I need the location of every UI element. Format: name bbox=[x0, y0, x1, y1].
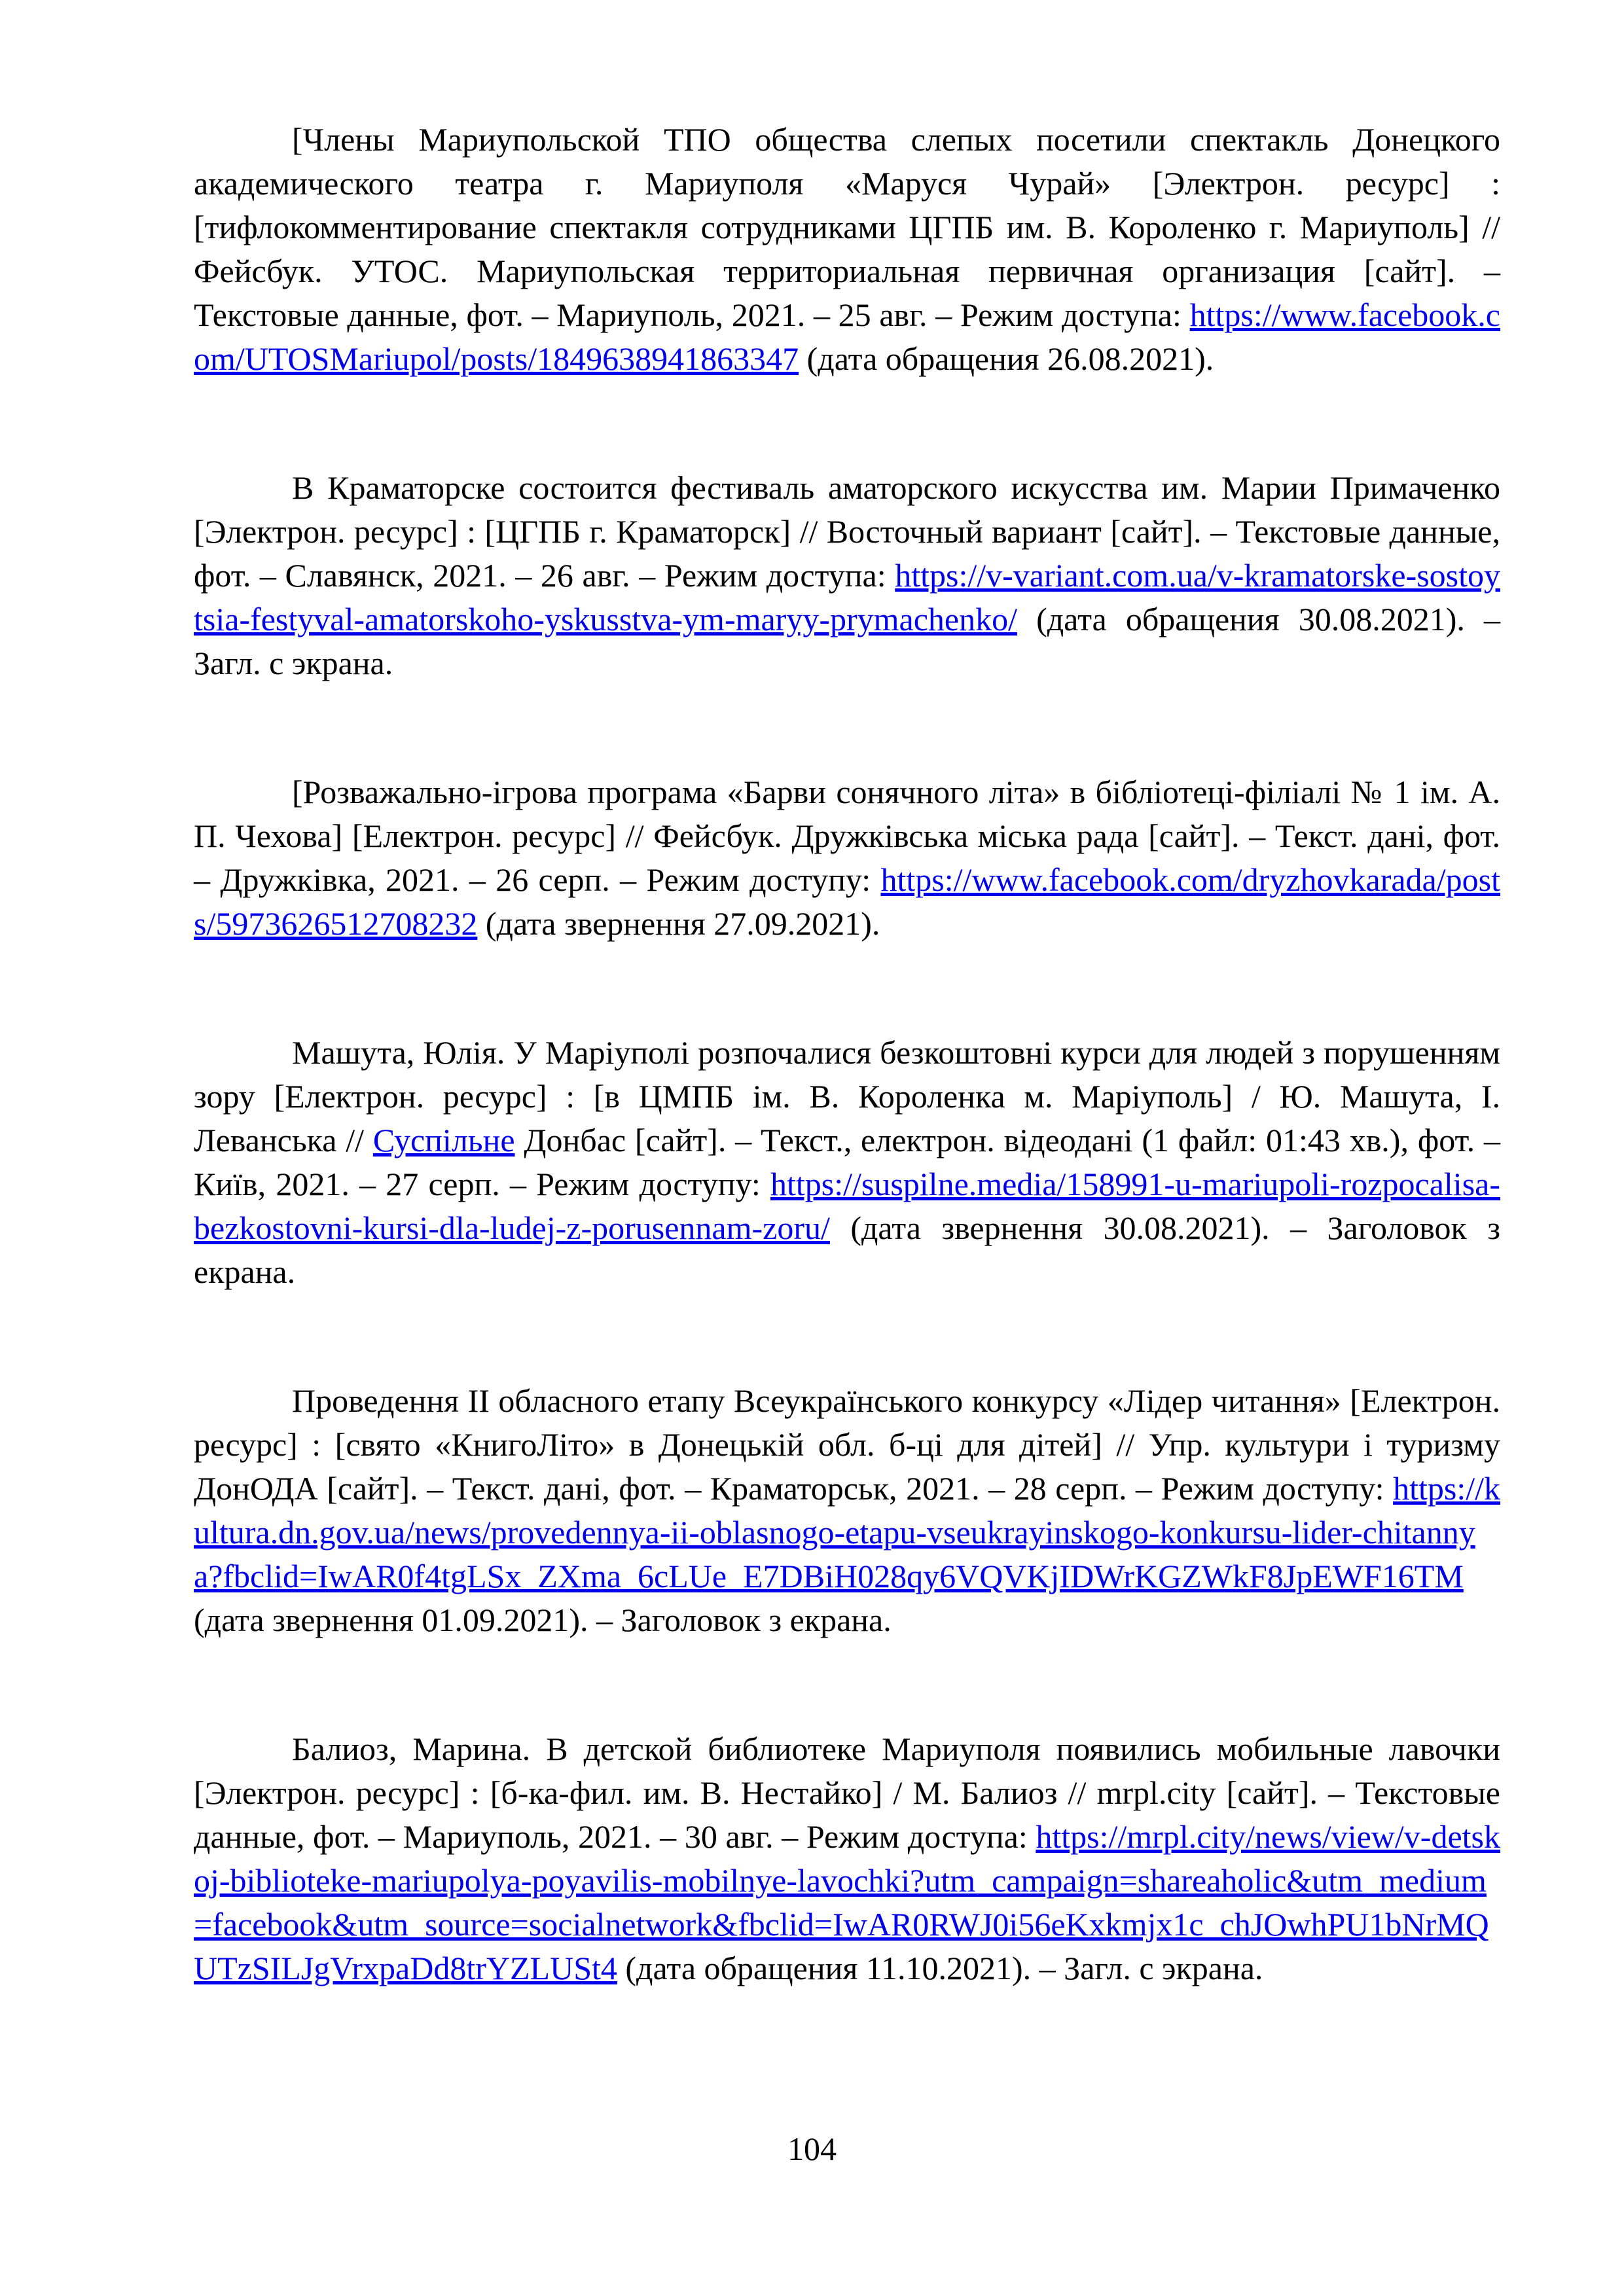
entry-link[interactable]: https://www.facebook.com/UTOSMariupol/posts/1849638941863347 bbox=[194, 296, 1500, 377]
entry-text: (дата звернення 27.09.2021). bbox=[477, 905, 880, 942]
entry-text: Донбас [сайт]. – Текст., електрон. відеодані (1 файл: 01:43 хв.), фот. – Київ, 2021. – 27 серп. – Режим доступу: bbox=[194, 1122, 1500, 1202]
entry-text: Машута, Юлія. У Маріуполі розпочалися безкоштовні курси для людей з порушенням зору [Електрон. ресурс] : [в ЦМПБ ім. В. Короленка м. Маріуполь] / Ю. Машута, І. Леванська // bbox=[194, 1034, 1500, 1158]
entry-text: Проведення II обласного етапу Всеукраїнського конкурсу «Лідер читання» [Електрон. ресурс] : [свято «КнигоЛіто» в Донецькій обл. б-ці для дітей] // Упр. культури і туризму ДонОДА [сайт]. – Текст. дані, фот. – Краматорськ, 2021. – 28 серп. – Режим доступу: bbox=[194, 1382, 1500, 1507]
page-number: 104 bbox=[787, 2130, 837, 2167]
bibliography-entry-1 bbox=[194, 118, 1500, 381]
bibliography-entry-3 bbox=[194, 770, 1500, 946]
entry-text: (дата звернення 01.09.2021). – Заголовок з екрана. bbox=[194, 1602, 892, 1638]
entry-text: [Члены Мариупольской ТПО общества слепых посетили спектакль Донецкого академического театра г. Мариуполя «Маруся Чурай» [Электрон. ресурс] : [тифлокомментирование спектакля сотрудниками ЦГПБ им. В. Короленко г. Мариуполь] // Фейсбук. УТОС. Мариупольская территориальная первичная организация [сайт]. – Текстовые данные, фот. – Мариуполь, 2021. – 25 авг. – Режим доступа: bbox=[194, 121, 1500, 333]
entry-text: (дата обращения 11.10.2021). – Загл. с экрана. bbox=[617, 1950, 1263, 1986]
bibliography-list bbox=[194, 118, 1500, 2075]
entry-text: Балиоз, Марина. В детской библиотеке Мариуполя появились мобильные лавочки [Электрон. ресурс] : [б-ка-фил. им. В. Нестайко] / М. Балиоз // mrpl.city [сайт]. – Текстовые данные, фот. – Мариуполь, 2021. – 30 авг. – Режим доступа: bbox=[194, 1731, 1500, 1855]
entry-text: В Краматорске состоится фестиваль аматорского искусства им. Марии Примаченко [Электрон. ресурс] : [ЦГПБ г. Краматорск] // Восточный вариант [сайт]. – Текстовые данные, фот. – Славянск, 2021. – 26 авг. – Режим доступа: bbox=[194, 469, 1500, 594]
bibliography-entry-4 bbox=[194, 1031, 1500, 1294]
entry-link[interactable]: https://v-variant.com.ua/v-kramatorske-sostoytsia-festyval-amatorskoho-yskusstva-ym-maryy-prymachenko/ bbox=[194, 557, 1500, 637]
bibliography-entry-6 bbox=[194, 1727, 1500, 1990]
entry-link[interactable]: https://suspilne.media/158991-u-mariupoli-rozpocalisa-bezkostovni-kursi-dla-ludej-z-porusennam-zoru/ bbox=[194, 1166, 1500, 1246]
bibliography-entry-2 bbox=[194, 466, 1500, 685]
entry-link[interactable]: https://kultura.dn.gov.ua/news/provedennya-ii-oblasnogo-etapu-vseukrayinskogo-konkursu-lider-chitannya?fbclid=IwAR0f4tgLSx_ZXma_6cLUe_E7DBiH028qy6VQVKjIDWrKGZWkF8JpEWF16TM bbox=[194, 1470, 1500, 1594]
entry-link[interactable]: https://mrpl.city/news/view/v-detskoj-biblioteke-mariupolya-poyavilis-mobilnye-lavochki?utm_campaign=shareaholic&utm_medium=facebook&utm_source=socialnetwork&fbclid=IwAR0RWJ0i56eKxkmjx1c_chJOwhPU1bNrMQUTzSILJgVrxpaDd8trYZLUSt4 bbox=[194, 1818, 1500, 1986]
entry-link[interactable]: https://www.facebook.com/dryzhovkarada/posts/5973626512708232 bbox=[194, 861, 1500, 942]
entry-text: [Розважально-ігрова програма «Барви сонячного літа» в бібліотеці-філіалі № 1 ім. А. П. Чехова] [Електрон. ресурс] // Фейсбук. Дружківська міська рада [сайт]. – Текст. дані, фот. – Дружківка, 2021. – 26 серп. – Режим доступу: bbox=[194, 774, 1500, 898]
suspilne-link[interactable]: Суспільне bbox=[372, 1122, 515, 1158]
entry-text: (дата обращения 26.08.2021). bbox=[799, 340, 1214, 377]
entry-text: (дата обращения 30.08.2021). – Загл. с экрана. bbox=[194, 601, 1500, 681]
entry-text: (дата звернення 30.08.2021). – Заголовок з екрана. bbox=[194, 1210, 1500, 1290]
bibliography-entry-5 bbox=[194, 1379, 1500, 1642]
